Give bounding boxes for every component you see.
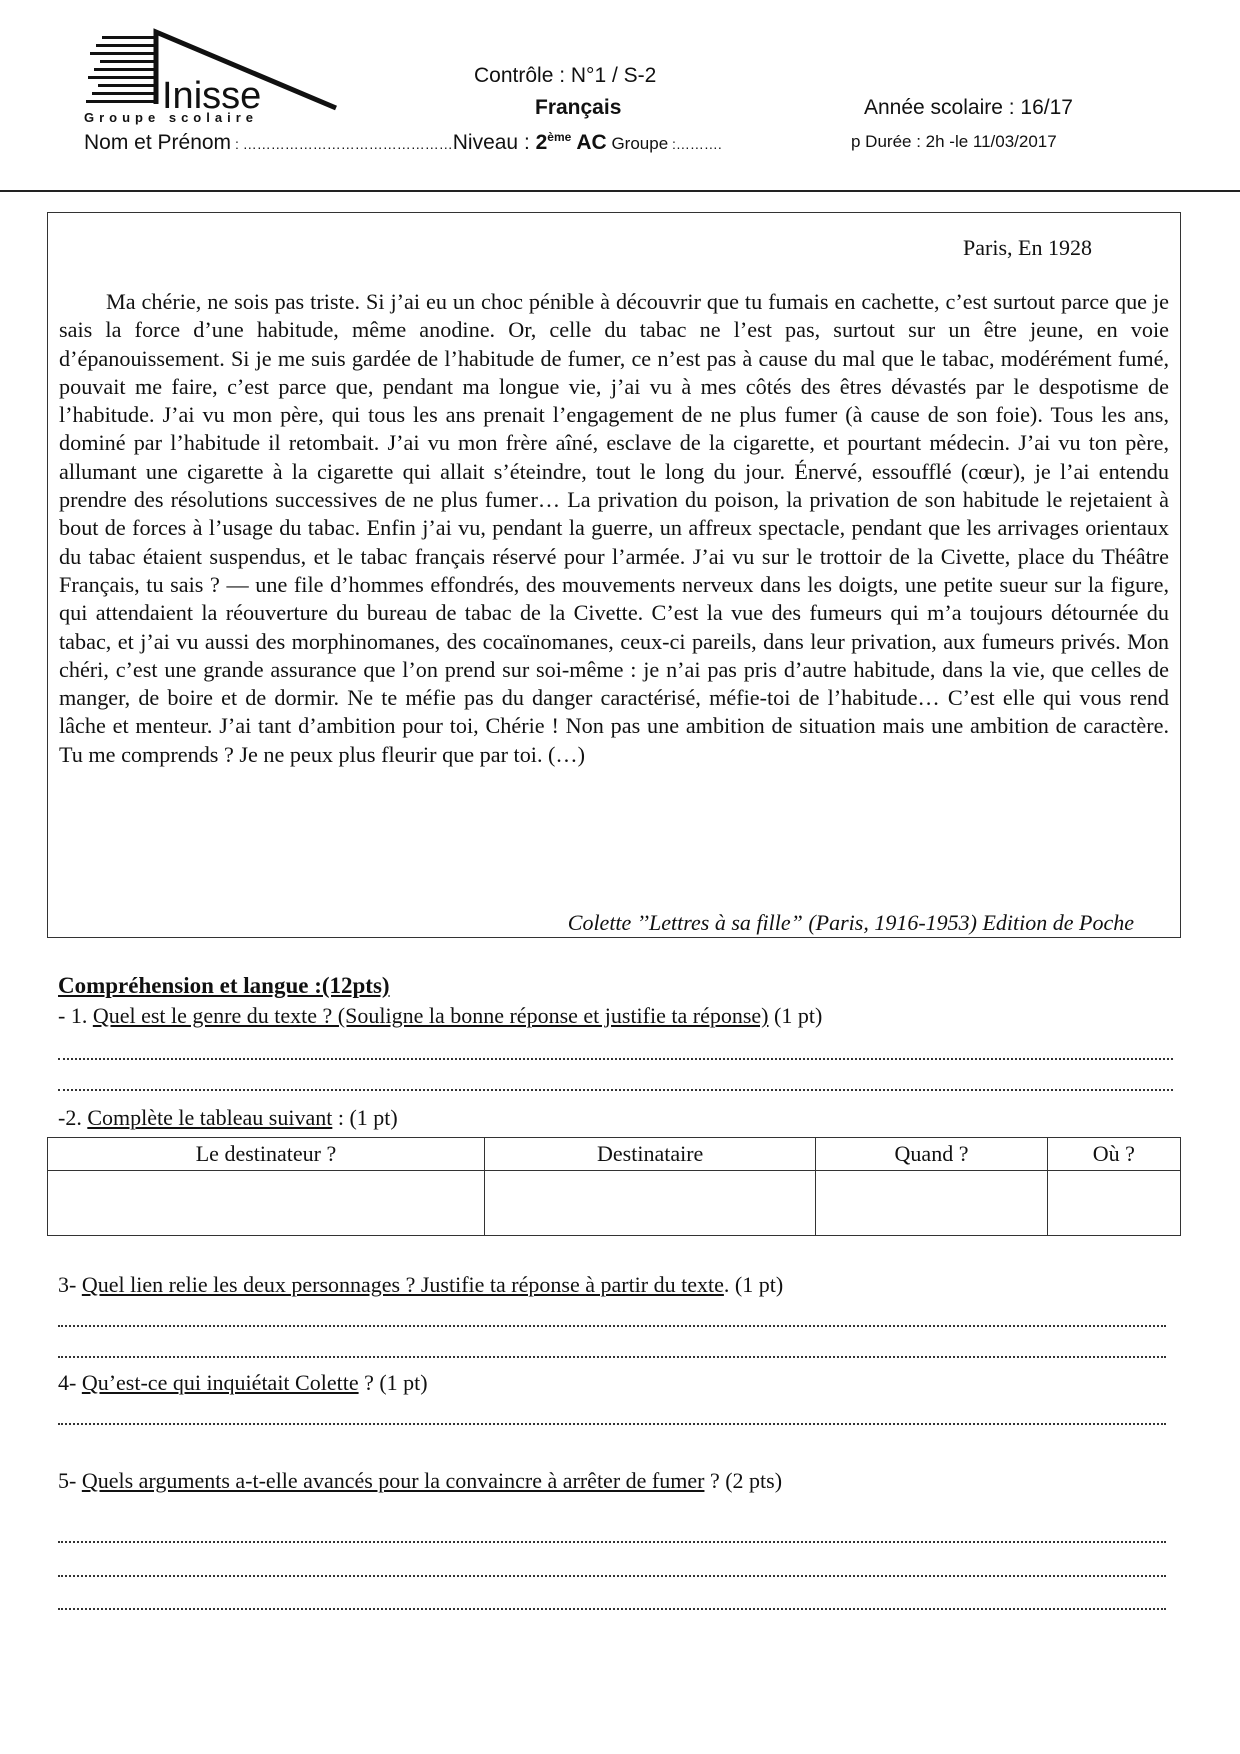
question-2 [58, 1105, 398, 1131]
duration-date: p Durée : 2h -le 11/03/2017 [851, 132, 1057, 151]
text-source: Colette ’’Lettres à sa fille” (Paris, 1916-1953) Edition de Poche [567, 910, 1134, 935]
q5-text: Quels arguments a-t-elle avancés pour la convaincre à arrêter de fumer [81, 1468, 705, 1493]
table-header-ou: Où ? [1047, 1138, 1180, 1171]
table-cell-quand[interactable] [816, 1171, 1047, 1236]
table-header-quand: Quand ? [816, 1138, 1047, 1171]
answer-line-5c[interactable] [58, 1608, 1166, 1610]
q1-prefix: - 1. [58, 1003, 93, 1028]
q5-points: ? (2 pts) [704, 1468, 783, 1493]
group-label: Groupe [606, 134, 669, 153]
table-header-destinataire: Destinataire [484, 1138, 815, 1171]
subject: Français [535, 96, 622, 119]
answer-line-5b[interactable] [58, 1575, 1166, 1577]
q2-text: Complète le tableau suivant [87, 1105, 333, 1130]
q4-text: Qu’est-ce qui inquiétait Colette [81, 1370, 359, 1395]
table-cell-destinateur[interactable] [48, 1171, 485, 1236]
logo-subtext: Groupe scolaire [84, 110, 258, 125]
student-info-row [84, 130, 722, 155]
q2-points: : (1 pt) [332, 1105, 398, 1130]
table-header-destinateur: Le destinateur ? [48, 1138, 485, 1171]
question-5 [58, 1468, 782, 1494]
question-1 [58, 1003, 822, 1029]
q1-text: Quel est le genre du texte ? (Souligne la bonne réponse et justifie ta réponse) [92, 1003, 769, 1028]
level-number: 2 [535, 131, 548, 154]
answer-line-5a[interactable] [58, 1541, 1166, 1543]
q4-prefix: 4- [58, 1370, 82, 1395]
table-cell-ou[interactable] [1047, 1171, 1180, 1236]
q3-points: . (1 pt) [723, 1272, 784, 1297]
answer-line-3a[interactable] [58, 1325, 1166, 1327]
q5-prefix: 5- [58, 1468, 82, 1493]
question-3 [58, 1272, 783, 1298]
answer-table [47, 1137, 1181, 1236]
q2-prefix: -2. [58, 1105, 88, 1130]
logo-text: Inisse [162, 75, 262, 117]
answer-line-1b[interactable] [58, 1089, 1173, 1091]
question-4 [58, 1370, 428, 1396]
name-label: Nom et Prénom [84, 131, 232, 154]
level-label: Niveau : [452, 131, 536, 154]
answer-line-4a[interactable] [58, 1423, 1166, 1425]
q3-prefix: 3- [58, 1272, 82, 1297]
group-field[interactable]: :………. [668, 136, 722, 152]
level-ac: AC [571, 131, 607, 154]
section-title: Compréhension et langue :(12pts) [58, 973, 390, 998]
q1-points: (1 pt) [768, 1003, 823, 1028]
answer-line-1a[interactable] [58, 1058, 1173, 1060]
table-cell-destinataire[interactable] [484, 1171, 815, 1236]
reading-text-box [47, 212, 1181, 938]
school-year: Année scolaire : 16/17 [864, 96, 1073, 119]
answer-line-3b[interactable] [58, 1356, 1166, 1358]
level-sup: ème [547, 130, 572, 144]
letter-place-date: Paris, En 1928 [963, 235, 1092, 260]
exam-title: Contrôle : N°1 / S-2 [474, 64, 657, 87]
header-divider [0, 190, 1240, 192]
q4-points: ? (1 pt) [358, 1370, 428, 1395]
letter-body: Ma chérie, ne sois pas triste. Si j’ai eu un choc pénible à découvrir que tu fumais en cachette, c’est surtout parce que je sais la force d’une habitude, même anodine. Or, celle du tabac ne l’est pas, surtout sur un être jeune, en voie d’épanouissement. Si je me suis gardée de l’habitude de fumer, ce n’est pas à cause du mal que le tabac, modérément fumé, pouvait me faire, c’est parce que, pendant ma longue vie, j’ai vu à mes côtés des êtres dévastés par le despotisme de l’habitude. J’ai vu mon père, qui tous les ans prenait l’engagement de ne plus fumer (à cause de son foie). Tous les ans, dominé par l’habitude il retombait. J’ai vu mon frère aîné, esclave de la cigarette, et pourtant médecin. J’ai vu ton père, allumant une cigarette à la cigarette qui allait s’éteindre, tout le long du jour. Énervé, essoufflé (cœur), je l’ai entendu prendre des résolutions successives de ne plus fumer… La privation du poison, la privation de son habitude le rejetaient à bout de forces à l’usage du tabac. Enfin j’ai vu, pendant la guerre, un affreux spectacle, pendant que les arrivages orientaux du tabac étaient suspendus, et le tabac français réservé pour l’armée. J’ai vu sur le trottoir de la Civette, place du Théâtre Français, tu sais ? — une file d’hommes effondrés, des mouvements nerveux dans les doigts, une petite sueur sur la figure, qui attendaient la réouverture du bureau de tabac de la Civette. C’est la vue des fumeurs qui m’a toujours détournée du tabac, et j’ai vu aussi des morphinomanes, des cocaïnomanes, ceux-ci pareils, dans leur privation, aux fumeurs privés. Mon chéri, c’est une grande assurance que l’on prend sur soi-même : je n’ai pas pris d’autre habitude, dans la vie, que celles de manger, de boire et de dormir. Ne te méfie pas du danger caractérisé, méfie-toi de l’habitude… C’est elle qui vous rend lâche et menteur. J’ai tant d’ambition pour toi, Chérie ! Non pas une ambition de situation mais une ambition de caractère. Tu me comprends ? Je ne peux plus fleurir que par toi. (…) [59, 289, 1169, 767]
name-field[interactable]: : ……………………………………… [231, 136, 453, 152]
school-logo [80, 28, 340, 126]
q3-text: Quel lien relie les deux personnages ? Justifie ta réponse à partir du texte [81, 1272, 724, 1297]
